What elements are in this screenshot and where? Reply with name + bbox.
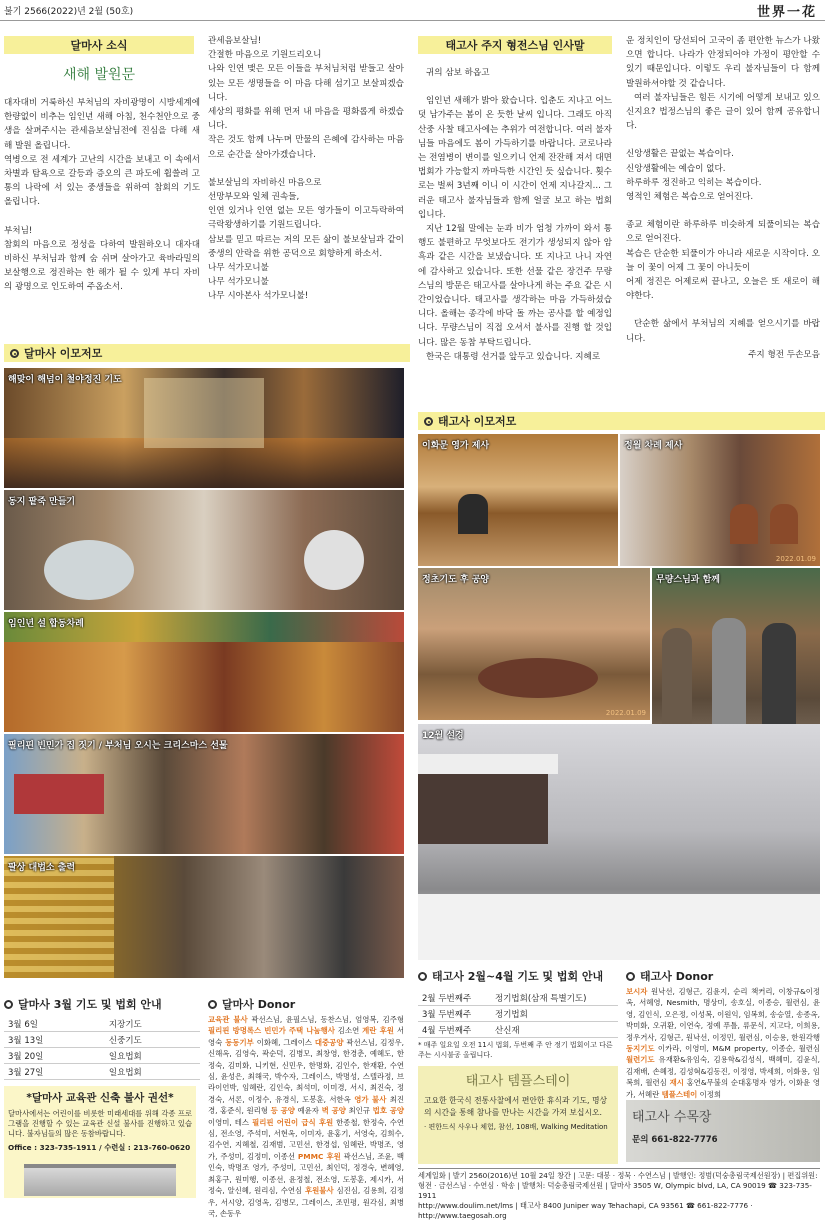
paragraph: 복습은 단순한 되풀이가 아니라 새로운 시작이다. 오늘 이 꽃이 어제 그 꽃이 아니듯이: [626, 248, 820, 273]
dalmasa-donor-list: [208, 1014, 404, 1219]
donor-names: 예윤자: [294, 1106, 322, 1116]
schedule-row: [418, 1006, 618, 1022]
section-title: 달마사 Donor: [222, 998, 296, 1011]
paragraph: 나무 석가모니불: [208, 277, 269, 288]
paragraph: 하루하루 정진하고 익히는 복습이다.: [626, 177, 762, 188]
bullet-icon: [418, 972, 427, 981]
photo-new-year-meal: [418, 568, 650, 720]
section-title: 달마사 이모저모: [24, 347, 103, 360]
footer-line-2: http://www.doulim.net/lms | 태고사 8400 Juniper way Tehachapi, CA 93561 ☎ 661-822-7776 · http://www.taegosah.org: [418, 1201, 753, 1220]
paragraph: 한국은 대통령 선거를 앞두고 있습니다. 지혜로: [426, 351, 601, 362]
paragraph: 작은 것도 함께 나누며 만물의 은혜에 감사하는 마음으로 순간을 살아가겠습니다.: [208, 135, 404, 160]
paragraph: 역병으로 전 세계가 고난의 시간을 보내고 이 속에서 차별과 탐욕으로 갈등과 증오의 큰 파도에 휩쓸려 고통의 나락에 서 있는 중생들을 위하여 참회의 기도 올립니다.: [4, 154, 200, 208]
donor-names: 이영미, 테스: [208, 1117, 253, 1127]
donor-category: 교육관 불사: [208, 1015, 248, 1024]
donor-names: 서영숙: [208, 1026, 404, 1047]
schedule-event: 일요법회: [105, 1064, 200, 1080]
dalmasa-news-col1: [4, 96, 200, 295]
donor-category: 보시자: [626, 987, 648, 996]
donor-names: 최인규: [345, 1106, 373, 1116]
paragraph: 삼보를 믿고 따르는 저의 모든 삶이 불보살님과 같이 중생의 안락을 위한 공덕으로 회향하게 하소서.: [208, 234, 404, 259]
templestay-body: 고요한 한국식 전통사찰에서 편안한 휴식과 기도, 명상의 시간을 통해 참나를 만나는 시간을 가져 보십시오.: [424, 1096, 608, 1117]
dalmasa-schedule-title: [4, 996, 200, 1012]
donor-names: 김소연: [334, 1026, 363, 1036]
fundraiser-contact: Office : 323-735-1911 / 수련실 : 213-760-0620: [8, 1143, 191, 1152]
paragraph: 어제 정진은 어제로써 끝나고, 오늘은 또 새로이 해야한다.: [626, 277, 820, 302]
paragraph: 나무 시아본사 석가모니불!: [208, 291, 309, 302]
donor-names: 이카라, 이영미, M&M property, 이종순, 월련심: [654, 1044, 820, 1054]
photo-caption: 임인년 설 합동차례: [8, 619, 84, 629]
donor-names: 한종철, 한정숙, 수연심, 전소영, 주석미, 서현옥, 이미자, 윤홍기, 서영숙, 김희수, 김수연, 지혜철, 김재범, 고민선, 한경섭, 임혜란, 박명조, 영가, 주성미, 김정미, 이종선: [208, 1117, 404, 1161]
donor-names: 심진심, 김용희, 김정우, 서시양, 김영옥, 김병모, 그레이스, 조민평, 원각심, 최병국, 손동우: [208, 1186, 404, 1218]
templestay-title: 태고사 템플스테이: [465, 1074, 571, 1089]
bullet-icon: [208, 1000, 217, 1009]
photo-new-year-vigil: [4, 368, 404, 488]
suryang-box: [626, 1100, 820, 1162]
photo-dongji-porridge: [4, 490, 404, 610]
paragraph: 참회의 마음으로 정성을 다하여 발원하오니 대자대비하신 부처님과 함께 숨 쉬며 살아가고 육바라밀의 보살행으로 정진하는 한 해가 될 수 있게 부디 자비의 광명으로 인도하여 주옵소서.: [4, 239, 200, 293]
paragraph: 신앙생활에는 예습이 없다.: [626, 163, 726, 174]
page-header: [0, 0, 825, 21]
donor-category: 필리핀 방명록스 빈민가 주택 나눔행사: [208, 1026, 335, 1036]
schedule-date: 4월 두번째주: [418, 1022, 491, 1038]
fundraiser-box: [4, 1086, 196, 1198]
schedule-date: 3월 13일: [4, 1032, 105, 1048]
taegosa-schedule-note: * 매주 일요일 오전 11시 법회, 두번째 주 안 정기 법회이고 다른 주는 시시불공 올립니다.: [418, 1041, 613, 1059]
taegosa-greeting-col1: [418, 66, 612, 364]
donor-names: 곽선스님, 조윤, 백인숙, 박명조 영가, 주성미, 고민선, 최인덕, 정경숙, 변혜영, 최홍구, 원미행, 이종선, 윤정철, 전소영, 도봉훈, 제시카, 서정숙, 알신혜, 원리심, 수연심: [208, 1151, 404, 1196]
masthead-footer: [418, 1168, 820, 1221]
dalmasa-news-title: 달마사 소식: [4, 36, 194, 54]
schedule-event: 지장기도: [105, 1016, 200, 1032]
paragraph: 불보살님의 자비하신 마음으로: [208, 177, 322, 188]
donor-category: 동동기부: [225, 1037, 254, 1047]
photo-caption: 이화문 영가 제사: [422, 441, 490, 451]
dalmasa-schedule-table: [4, 1016, 200, 1080]
bullet-icon: [4, 1000, 13, 1009]
photo-memorial-rite: [418, 434, 618, 566]
photo-palsang-printing: [4, 856, 404, 978]
new-year-vow-title: 새해 발원문: [62, 67, 136, 83]
suryang-phone: 문의 661-822-7776: [632, 1135, 718, 1145]
schedule-event: 산신재: [491, 1022, 618, 1038]
photo-lunar-new-year-ceremony: [620, 434, 820, 566]
paragraph: 종교 체험이란 하루하루 비슷하게 되풀이되는 복습으로 얻어진다.: [626, 220, 820, 245]
donor-names: 이정희: [697, 1089, 722, 1099]
fundraiser-title: *달마사 교육관 신축 불사 권선*: [26, 1092, 174, 1104]
section-title: 태고사 Donor: [640, 970, 714, 983]
masthead: 世界一花: [756, 5, 817, 20]
taegosa-donor-title: [626, 968, 820, 984]
paragraph: 관세음보살님!: [208, 36, 262, 46]
paragraph: 귀의 삼보 하옵고: [426, 68, 490, 78]
taegosa-schedule-table: [418, 990, 618, 1038]
donor-category: 벽 공양: [321, 1106, 346, 1116]
bullet-icon: [424, 417, 433, 426]
photo-caption: 무량스님과 함께: [656, 575, 720, 585]
donor-names: 최진경, 홍준식, 원리형: [208, 1094, 404, 1116]
photo-december-snow: [418, 724, 820, 960]
donor-category: 영가 불사: [354, 1094, 387, 1104]
schedule-row: [4, 1064, 200, 1080]
taegosa-photos-title: [418, 412, 825, 430]
schedule-event: 신중기도: [105, 1032, 200, 1048]
schedule-row: [4, 1016, 200, 1032]
schedule-event: 일요법회: [105, 1048, 200, 1064]
schedule-event: 정기법회: [491, 1006, 618, 1022]
photo-timestamp: 2022.01.09: [775, 555, 816, 563]
schedule-date: 3월 두번째주: [418, 1006, 491, 1022]
dalmasa-photos-title: [4, 344, 410, 362]
paragraph: 임인년 새해가 밝아 왔습니다. 입춘도 지나고 어느 덧 남가주는 봄이 온 듯한 날씨 입니다. 그래도 아직 산중 사찰 태고사에는 추위가 여전합니다. 여러 불자님들 마음에도 봄이 가득하기를 바랍니다. 코로나라는 전염병이 변이를 일으키니 언제 잔잔해 져서 대면 법회가 가능할지 까마득한 시간인 듯 싶습니다. 횟수로는 벌써 3년째 이니 이 시간이 언제 지나갈지... 그러운 태고사 불자님들과 함께 얼굴 보고 하는 법회 입니다.: [418, 96, 612, 220]
donor-category: 동지기도: [626, 1044, 655, 1054]
section-title: 태고사 이모저모: [438, 415, 517, 428]
photo-caption: 정초기도 후 공양: [422, 575, 490, 585]
donor-category: 계란 후원: [362, 1026, 394, 1036]
photo-caption: 정월 차례 제사: [624, 441, 683, 451]
donor-category: 법호 공양: [372, 1106, 404, 1116]
paragraph: 단순한 삶에서 부처님의 지혜를 얻으시기를 바랍니다.: [626, 319, 820, 344]
schedule-event: 정기법회(삼재 특별기도): [491, 990, 618, 1006]
bullet-icon: [10, 349, 19, 358]
photo-philippines-housing: [4, 734, 404, 854]
paragraph: 선망부모와 일체 권속들,: [208, 192, 300, 203]
donor-names: 홍연&무불의 순대홍명자 영가, 이화윤 영가, 서혜란: [626, 1078, 821, 1099]
taegosa-greeting-title: 태고사 주지 형전스님 인사말: [418, 36, 612, 54]
paragraph: 세상의 평화를 위해 먼저 내 마음을 평화롭게 하겠습니다.: [208, 107, 404, 132]
donor-category: 후원불사: [305, 1186, 334, 1196]
donor-names: 곽선스님, 김정우, 신해옥, 김영숙, 곽순덕, 김병모, 최창영, 한경춘, 예혜도, 한정숙, 김미화, 니키현, 신민우, 한명화, 김인수, 한재환, 수연심, 윤성은, 최해국, 박수자, 그레이스, 박명성, 스텔라정, 브라이언박, 임혜란, 김인숙, 최석미, 이미경, 서시, 최진숙, 정경숙, 서론, 이정수, 유경식, 도봉훈, 서한옥: [208, 1037, 405, 1104]
photo-lunar-new-year-rite: [4, 612, 404, 732]
taegosa-donor-list: [626, 986, 820, 1100]
photo-caption: 동지 팥죽 만들기: [8, 497, 76, 507]
schedule-row: [418, 1022, 618, 1038]
dalmasa-donor-title: [208, 996, 404, 1012]
paragraph: 나와 인연 맺은 모든 이들을 부처님처럼 받들고 살아 있는 모든 생명들을 이 마음 다해 섬기고 보살피겠습니다.: [208, 64, 404, 103]
donor-category: 필리핀 어린이 급식 후원: [252, 1117, 334, 1127]
photo-caption: 팔상 대법소 출력: [8, 863, 76, 873]
donor-names: 원낙선, 김형근, 김윤지, 순리 책커리, 이창규&이정옥, 서혜영, Nesmith, 명상미, 송호실, 이종승, 월련심, 윤영, 김인식, 오은정, 이성복, 이원익, 임복희, 송승열, 송종옥, 박미화, 오귀환, 이연숙, 정예 푸틀, 류문식, 지고다, 이희용, 정우거사, 김형근, 원낙선, 이정민, 월련심, 이승용, 한원각행: [626, 987, 820, 1042]
donor-category: 등 공양: [270, 1106, 295, 1116]
donor-category: 템플스테이: [661, 1089, 698, 1099]
photo-caption: 12월 설경: [422, 731, 464, 741]
footer-line-1: 세계일화 | 발기 2560(2016)년 10월 24일 창간 | 고문: 대봉 · 정묵 · 수연스님 | 발행인: 정범(덕숭총림국제선원장) | 편집위원: 형전 · 금선스님 · 수연심 · 학송 | 발행처: 덕숭총림국제선원 | 달마사 3505 W, Olympic blvd, LA, CA 90019 ☎ 323-735-1911: [418, 1171, 818, 1200]
dalmasa-news-col2: [208, 34, 404, 304]
building-illustration: [24, 1164, 176, 1196]
photo-timestamp: 2022.01.09: [605, 709, 646, 717]
paragraph: 지난 12월 말에는 눈과 비가 엄청 가까이 와서 통행도 불편하고 무엇보다도 전기가 생성되지 않아 암흑과 같은 시간을 보냈습니다. 또 지나고 나니 자연에 감사하고 있습니다. 또한 선물 같은 장건주 무량스님의 방문은 태고사를 살아나게 하는 주요 같은 시간이었습니다. 태고사를 생각하는 마음 가득하셨습니다. 올해는 종각에 바닥 돌 까는 공사를 할 예정입니다. 무량스님이 직접 오셔서 불사를 진행 할 것입니다. 많은 동참 부탁드립니다.: [418, 224, 612, 348]
schedule-date: 3월 27일: [4, 1064, 105, 1080]
donor-names: 곽선스님, 윤필스님, 동찬스님, 엄영복, 김주형: [247, 1015, 404, 1024]
taegosa-schedule-title: [418, 968, 618, 984]
donor-names: 유재환&유임숙, 김용학&김성식, 백혜미, 김윤식, 김재배, 손혜정, 김성혁&김동진, 이정영, 박세희, 이화용, 임복희, 월련심: [626, 1055, 820, 1088]
suryang-title: 태고사 수목장: [632, 1110, 712, 1125]
schedule-row: [4, 1048, 200, 1064]
issue-label: 불기 2566(2022)년 2월 (50호): [4, 7, 134, 17]
photo-caption: 필리핀 빈민가 집 짓기 / 부처님 오시는 크리스마스 선물: [8, 741, 228, 751]
schedule-date: 3월 6일: [4, 1016, 105, 1032]
donor-names: 이화혜, 그레이스: [253, 1037, 315, 1047]
schedule-row: [4, 1032, 200, 1048]
templestay-box: [418, 1066, 618, 1164]
schedule-date: 3월 20일: [4, 1048, 105, 1064]
taegosa-greeting-col2: [626, 34, 820, 362]
donor-category: 재시: [669, 1078, 684, 1088]
paragraph: 간절한 마음으로 기원드리오니: [208, 50, 322, 61]
templestay-detail: · 편한드식 사우나 체험, 참선, 108배, Walking Meditation: [424, 1123, 608, 1131]
donor-category: PMMC 후원: [297, 1151, 341, 1161]
section-title: 달마사 3월 기도 및 법회 안내: [18, 998, 162, 1011]
signature: 주지 형전 두손모음: [748, 349, 820, 360]
paragraph: 운 정치인이 당선되어 고국이 좀 편안한 뉴스가 나왔으면 합니다. 나라가 안정되어야 가정이 평안할 수 있기 때문입니다. 이렇도 우리 불자님들이 다 함께 발원하셔야할 것 같습니다.: [626, 36, 820, 89]
schedule-row: [418, 990, 618, 1006]
paragraph: 나무 석가모니불: [208, 263, 269, 274]
paragraph: 대자대비 거룩하신 부처님의 자비광명이 시방세계에 한량없이 비추는 임인년 새해 아침, 천수천안으로 중생을 살펴주시는 관세음보살님전에 진심을 다해 새해 발원 올립니다.: [4, 98, 200, 151]
bullet-icon: [626, 972, 635, 981]
paragraph: 신앙생활은 끝없는 복습이다.: [626, 149, 734, 160]
paragraph: 영적인 체험은 복습으로 얻어진다.: [626, 192, 754, 203]
section-title: 태고사 2월~4월 기도 및 법회 안내: [432, 970, 604, 983]
donor-category: 월련기도: [626, 1055, 655, 1065]
paragraph: 부처님!: [4, 225, 33, 236]
donor-category: 대중공양: [314, 1037, 344, 1047]
paragraph: 여러 불자님들은 힘든 시기에 어떻게 보내고 있으신지요? 법정스님의 좋은 글이 있어 함께 공유합니다.: [626, 92, 820, 132]
paragraph: 인연 있거나 인연 없는 모든 영가들이 이고득락하여 극락왕생하기를 기원드립니다.: [208, 206, 404, 231]
schedule-date: 2월 두번째주: [418, 990, 491, 1006]
photo-caption: 해맞이 해넘이 철야정진 기도: [8, 375, 122, 385]
fundraiser-body: 달마사에서는 어린이를 비롯한 미래세대를 위해 각종 프로그램을 진행할 수 있는 교육관 신설 불사를 진행하고 있습니다. 불자님들의 많은 동참바랍니다.: [8, 1109, 192, 1138]
